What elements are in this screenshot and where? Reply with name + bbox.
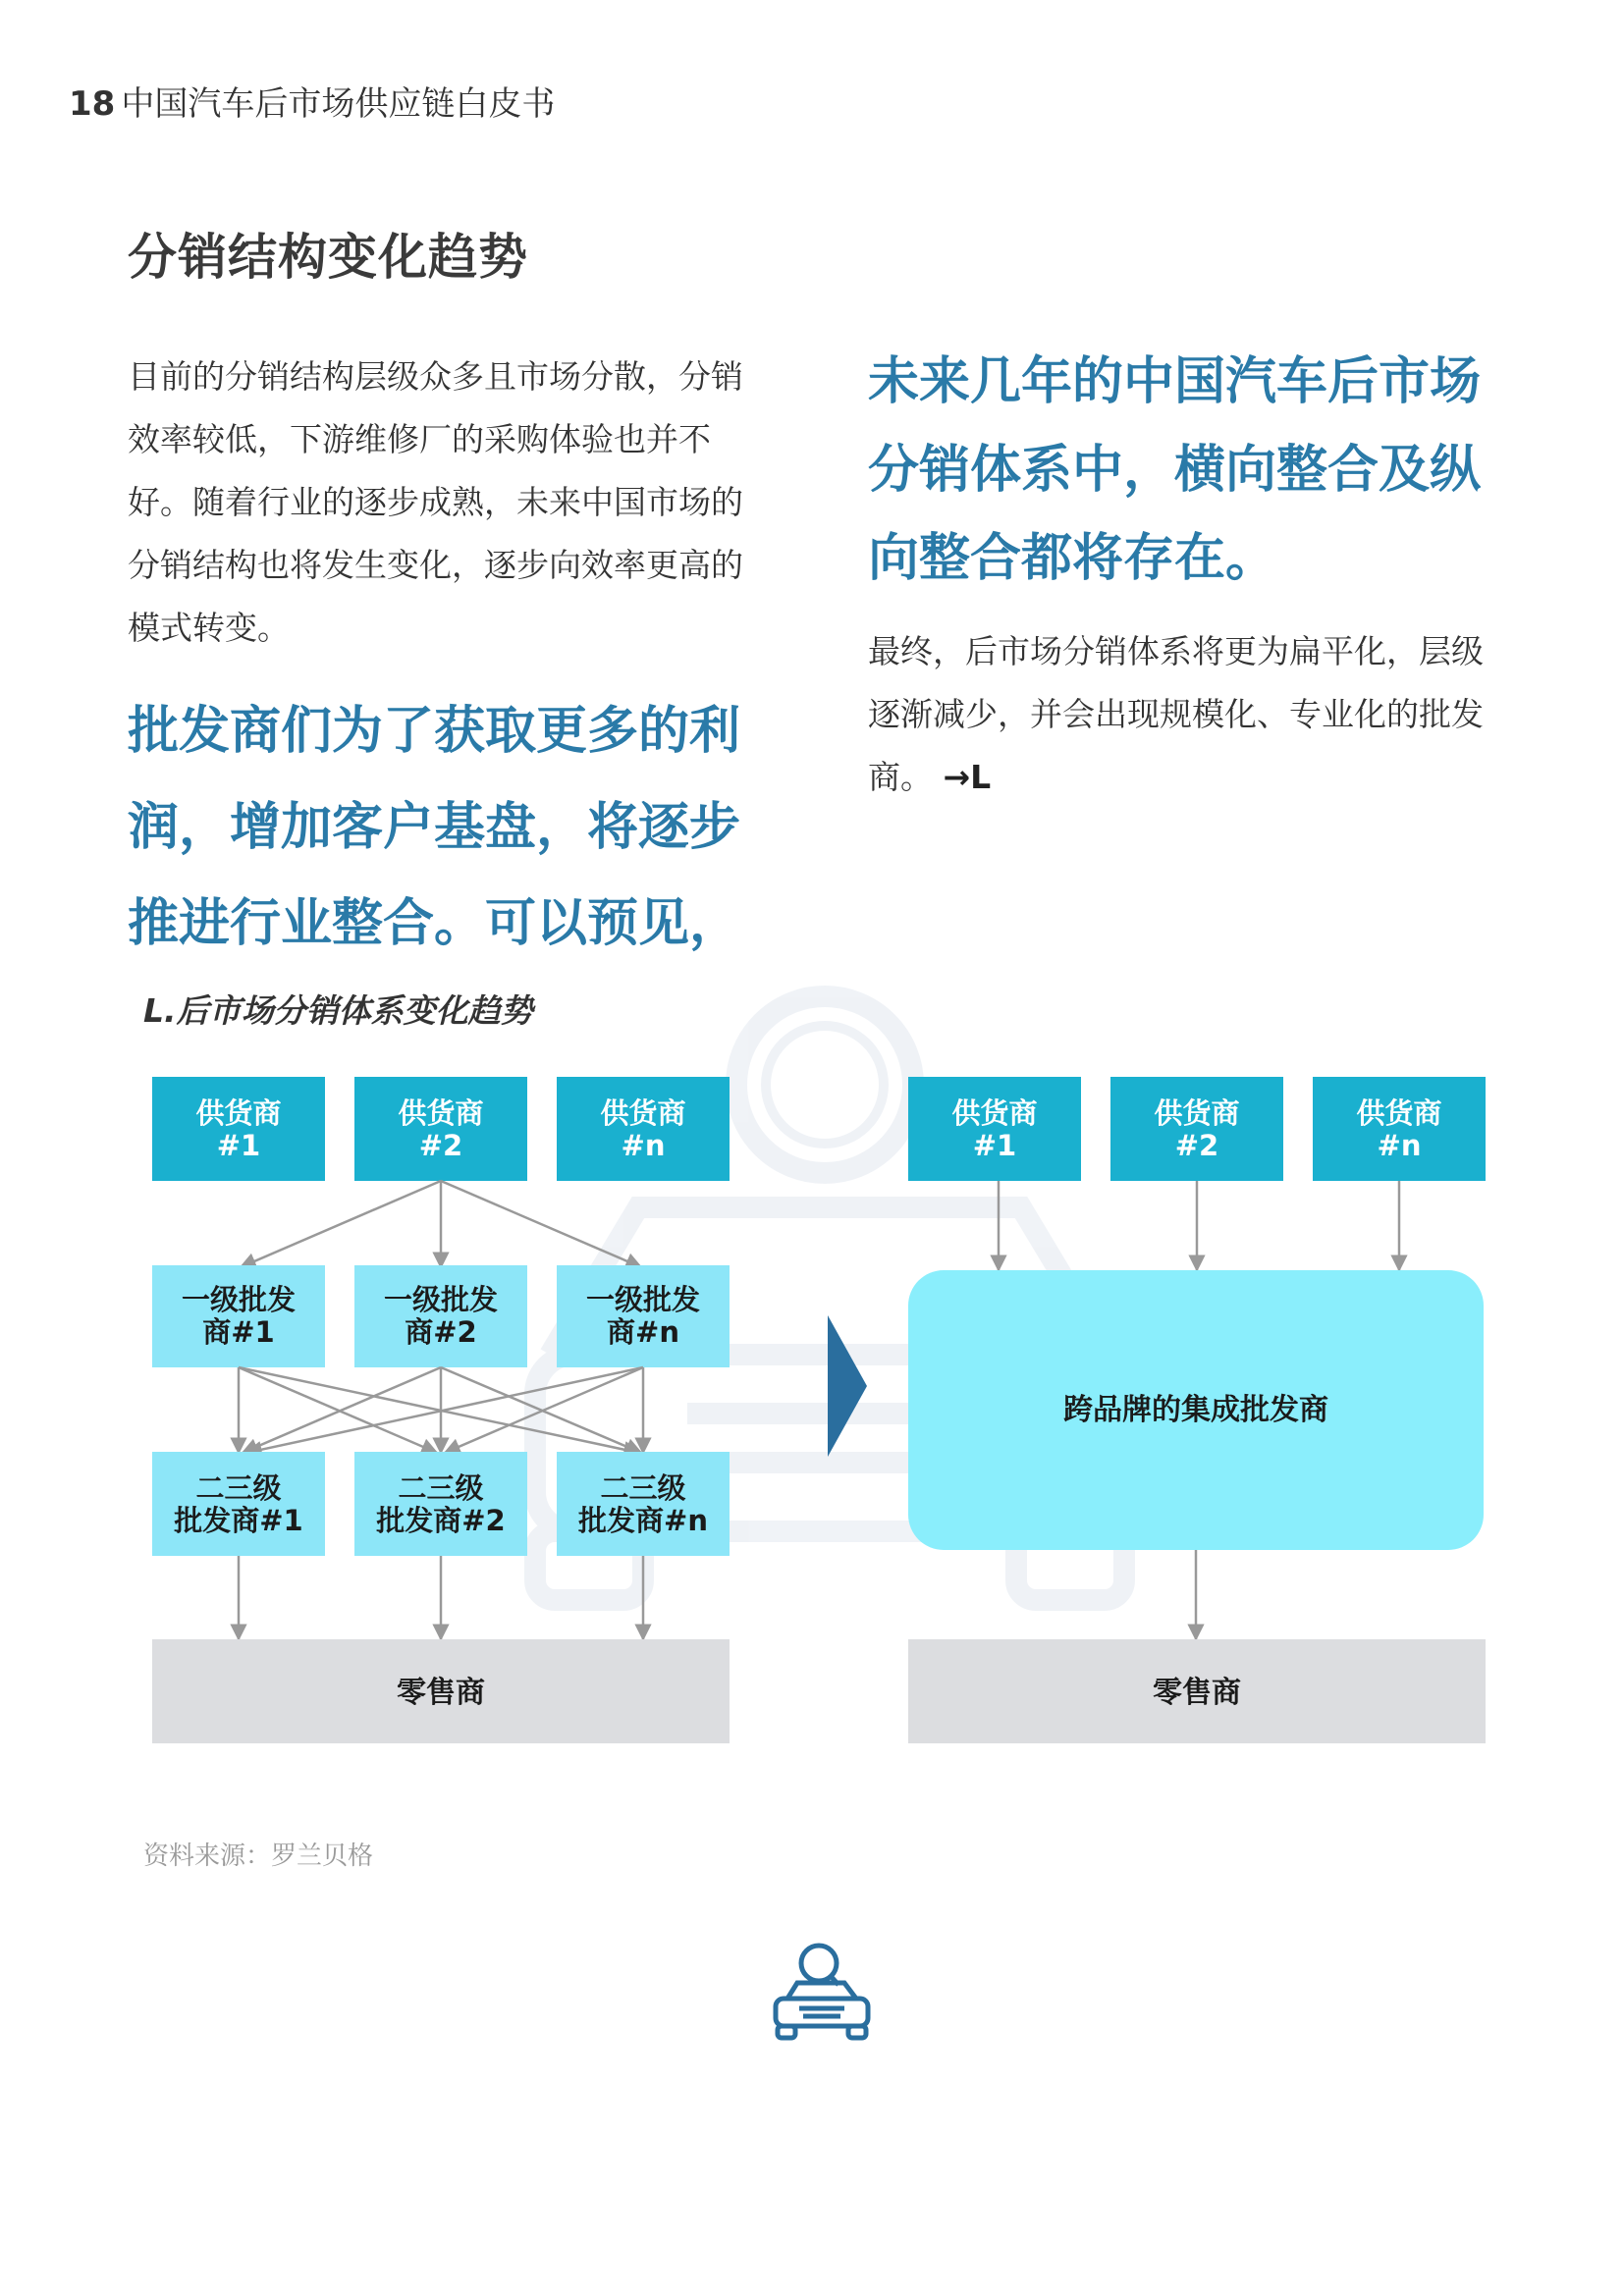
tier2-n-line2: 批发商#n bbox=[578, 1504, 708, 1537]
tier1-1-line1: 一级批发 bbox=[181, 1283, 297, 1316]
integrated-wholesaler-label: 跨品牌的集成批发商 bbox=[1063, 1393, 1328, 1427]
figure-title: L.后市场分销体系变化趋势 bbox=[143, 991, 533, 1030]
left-supplier-1-line2: #1 bbox=[216, 1129, 261, 1162]
right-paragraph-text: 最终，后市场分销体系将更为扁平化，层级逐渐减少，并会出现规模化、专业化的批发商。 bbox=[868, 632, 1484, 796]
left-callout: 批发商们为了获取更多的利润，增加客户基盘，将逐步推进行业整合。可以预见， bbox=[128, 702, 741, 953]
left-tier1-arrows bbox=[239, 1367, 643, 1453]
right-supplier-n-line2: #n bbox=[1377, 1129, 1422, 1162]
left-supplier-n-line2: #n bbox=[621, 1129, 666, 1162]
tier1-1-line2: 商#1 bbox=[202, 1315, 275, 1349]
tier2-2-line2: 批发商#2 bbox=[376, 1504, 506, 1537]
tier1-n-line1: 一级批发 bbox=[585, 1283, 701, 1316]
right-supplier-boxes bbox=[908, 1077, 1486, 1181]
left-supplier-n-line1: 供货商 bbox=[600, 1096, 686, 1130]
tier2-1-line1: 二三级 bbox=[195, 1471, 282, 1505]
left-paragraph: 目前的分销结构层级众多且市场分散，分销效率较低，下游维修厂的采购体验也并不好。随着行业的逐步成熟，未来中国市场的分销结构也将发生变化，逐步向效率更高的模式转变。 bbox=[128, 357, 743, 647]
left-supplier-2-line2: #2 bbox=[418, 1129, 463, 1162]
document-title: 中国汽车后市场供应链白皮书 bbox=[121, 84, 556, 124]
tier1-n-line2: 商#n bbox=[607, 1315, 679, 1349]
right-supplier-2-line1: 供货商 bbox=[1154, 1096, 1240, 1130]
left-supplier-1-line1: 供货商 bbox=[195, 1096, 282, 1130]
tier2-1-line2: 批发商#1 bbox=[174, 1504, 303, 1537]
left-supplier-boxes bbox=[152, 1077, 730, 1181]
left-supplier-2-line1: 供货商 bbox=[398, 1096, 484, 1130]
right-retailer-label: 零售商 bbox=[1153, 1676, 1241, 1710]
tier2-n-line1: 二三级 bbox=[600, 1471, 686, 1505]
right-supplier-1-line1: 供货商 bbox=[951, 1096, 1038, 1130]
left-tier2-boxes bbox=[152, 1452, 730, 1556]
figure-reference: →L bbox=[943, 758, 992, 796]
right-callout: 未来几年的中国汽车后市场分销体系中，横向整合及纵向整合都将存在。 bbox=[868, 352, 1482, 588]
source-note: 资料来源：罗兰贝格 bbox=[143, 1842, 374, 1871]
right-supplier-1-line2: #1 bbox=[972, 1129, 1017, 1162]
tier1-2-line1: 一级批发 bbox=[383, 1283, 499, 1316]
left-supplier-arrows bbox=[241, 1181, 641, 1267]
tier2-2-line1: 二三级 bbox=[398, 1471, 484, 1505]
tier1-2-line2: 商#2 bbox=[405, 1315, 477, 1349]
left-retailer-label: 零售商 bbox=[397, 1676, 485, 1710]
page-number: 18 bbox=[69, 84, 116, 124]
left-tier1-boxes bbox=[152, 1265, 730, 1367]
section-title: 分销结构变化趋势 bbox=[128, 229, 528, 286]
right-supplier-n-line1: 供货商 bbox=[1356, 1096, 1442, 1130]
right-supplier-2-line2: #2 bbox=[1174, 1129, 1219, 1162]
car-magnifier-logo-icon bbox=[768, 1942, 876, 2050]
transition-arrow-icon bbox=[828, 1315, 867, 1457]
